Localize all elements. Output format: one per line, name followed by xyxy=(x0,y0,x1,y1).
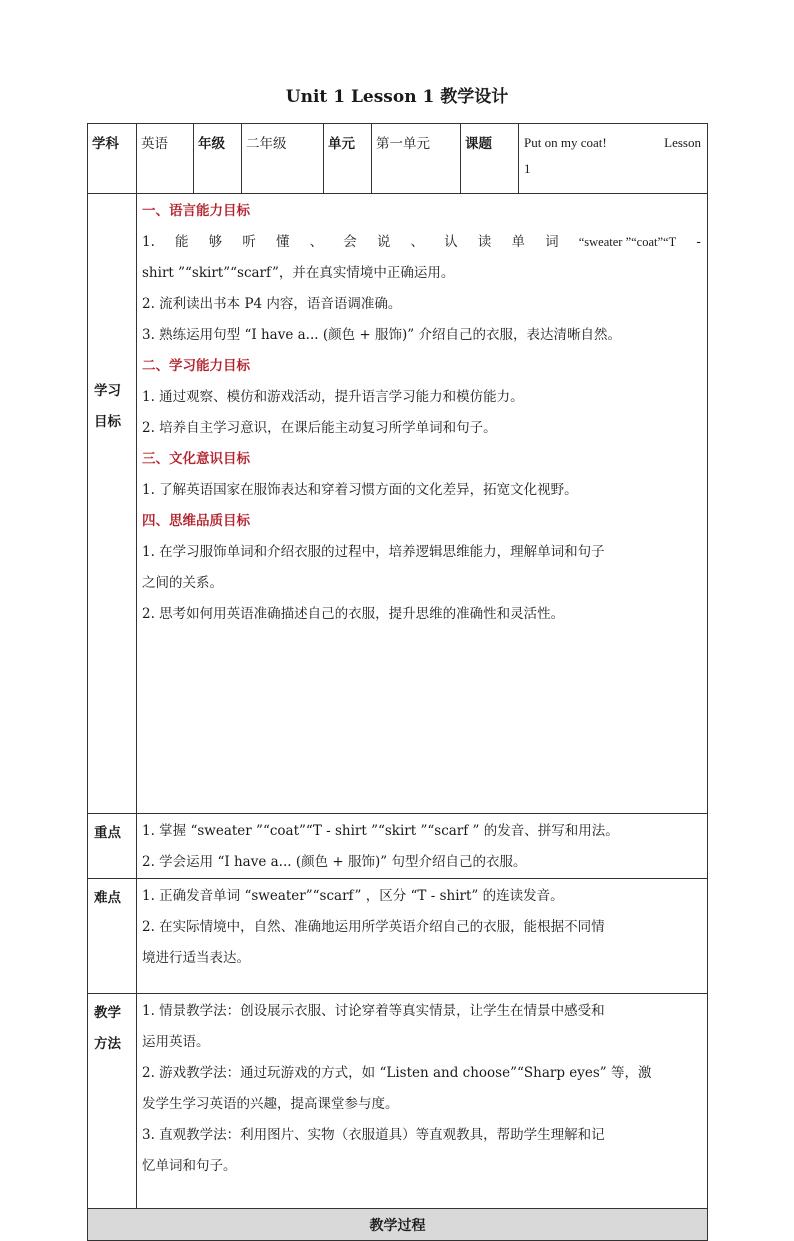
method-3-line1: 3. 直观教学法：利用图片、实物（衣服道具）等直观教具，帮助学生理解和记 xyxy=(142,1127,605,1143)
methods-content xyxy=(137,994,708,1209)
objective-1-1-char: 、 xyxy=(410,234,425,250)
header-row xyxy=(88,124,708,194)
section-title-thinking: 四、思维品质目标 xyxy=(142,513,250,529)
key-point-1: 1. 掌握 “sweater ”“coat”“T - shirt ”“skirt ”“scarf ” 的发音、拼写和用法。 xyxy=(142,823,619,839)
objective-1-3: 3. 熟练运用句型 “I have a... (颜色 + 服饰)” 介绍自己的衣服，表达清晰自然。 xyxy=(142,327,621,343)
objective-3-1: 1. 了解英语国家在服饰表达和穿着习惯方面的文化差异，拓宽文化视野。 xyxy=(142,482,578,498)
objectives-label-line1: 学习 xyxy=(94,383,121,399)
unit-value: 第一单元 xyxy=(372,124,461,194)
difficulty-2-line2: 境进行适当表达。 xyxy=(142,950,250,966)
method-1-line1: 1. 情景教学法：创设展示衣服、讨论穿着等真实情景，让学生在情景中感受和 xyxy=(142,1003,605,1019)
difficulty-2-line1: 2. 在实际情境中，自然、准确地运用所学英语介绍自己的衣服，能根据不同情 xyxy=(142,919,605,935)
topic-line2: 1 xyxy=(524,161,531,176)
difficulty-1: 1. 正确发音单词 “sweater”“scarf” ，区分 “T - shirt” 的连读发音。 xyxy=(142,888,564,904)
objective-1-1-char: “sweater ”“coat”“T xyxy=(578,235,677,249)
objective-1-2: 2. 流利读出书本 P4 内容，语音语调准确。 xyxy=(142,296,402,312)
difficulties-label: 难点 xyxy=(88,879,137,994)
document-title: Unit 1 Lesson 1 教学设计 xyxy=(285,87,509,107)
unit-label: 单元 xyxy=(324,124,372,194)
objective-1-1-line2: shirt ”“skirt”“scarf”，并在真实情境中正确运用。 xyxy=(142,265,455,281)
key-points-content xyxy=(137,814,708,879)
difficulties-content xyxy=(137,879,708,994)
objective-1-1-char: 认 xyxy=(444,234,458,250)
method-3-line2: 忆单词和句子。 xyxy=(142,1158,237,1174)
objective-2-2: 2. 培养自主学习意识，在课后能主动复习所学单词和句子。 xyxy=(142,420,497,436)
lesson-plan-table xyxy=(87,123,708,1241)
topic-line1-a: Put on my coat! xyxy=(524,135,607,150)
subject-value: 英语 xyxy=(137,124,194,194)
objective-1-1-char: 会 xyxy=(343,234,357,250)
section-title-learning: 二、学习能力目标 xyxy=(142,358,250,374)
grade-label: 年级 xyxy=(194,124,242,194)
process-heading: 教学过程 xyxy=(88,1209,708,1241)
key-points-row xyxy=(88,814,708,879)
method-1-line2: 运用英语。 xyxy=(142,1034,210,1050)
method-2-line2: 发学生学习英语的兴趣，提高课堂参与度。 xyxy=(142,1096,399,1112)
methods-label-line2: 方法 xyxy=(94,1036,121,1052)
objective-1-1-line1 xyxy=(142,227,701,258)
objective-1-1-char: 听 xyxy=(242,234,256,250)
topic-label: 课题 xyxy=(461,124,519,194)
objective-1-1-char: 够 xyxy=(208,234,223,250)
objective-2-1: 1. 通过观察、模仿和游戏活动，提升语言学习能力和模仿能力。 xyxy=(142,389,524,405)
objective-4-1-line2: 之间的关系。 xyxy=(142,575,223,591)
objectives-content xyxy=(137,194,708,814)
key-point-2: 2. 学会运用 “I have a... (颜色 + 服饰)” 句型介绍自己的衣服。 xyxy=(142,854,527,870)
subject-label: 学科 xyxy=(88,124,137,194)
topic-value xyxy=(519,124,708,194)
objective-1-1-char: 读 xyxy=(477,234,492,250)
objective-1-1-char: 懂 xyxy=(275,234,290,250)
objective-1-1-char: 词 xyxy=(545,234,559,250)
objective-1-1-char: 、 xyxy=(309,234,324,250)
methods-label-line1: 教学 xyxy=(94,1005,121,1021)
topic-line1-b: Lesson xyxy=(664,135,701,150)
difficulties-row xyxy=(88,879,708,994)
section-title-culture: 三、文化意识目标 xyxy=(142,451,250,467)
grade-value: 二年级 xyxy=(242,124,324,194)
objective-1-1-char: 1. xyxy=(142,234,155,250)
objective-1-1-char: 能 xyxy=(175,234,189,250)
objective-1-1-char: 说 xyxy=(376,234,391,250)
methods-label xyxy=(88,994,137,1209)
objectives-label xyxy=(88,194,137,814)
key-points-label: 重点 xyxy=(88,814,137,879)
methods-row xyxy=(88,994,708,1209)
objective-1-1-char: - xyxy=(696,234,701,250)
process-row xyxy=(88,1209,708,1241)
section-title-language: 一、语言能力目标 xyxy=(142,203,250,219)
objective-1-1-char: 单 xyxy=(511,234,525,250)
objective-4-2: 2. 思考如何用英语准确描述自己的衣服，提升思维的准确性和灵活性。 xyxy=(142,606,565,622)
objectives-row xyxy=(88,194,708,814)
method-2-line1: 2. 游戏教学法：通过玩游戏的方式，如 “Listen and choose”“Sharp eyes” 等，激 xyxy=(142,1065,652,1081)
objectives-label-line2: 目标 xyxy=(94,414,121,430)
objective-4-1-line1: 1. 在学习服饰单词和介绍衣服的过程中，培养逻辑思维能力，理解单词和句子 xyxy=(142,544,605,560)
